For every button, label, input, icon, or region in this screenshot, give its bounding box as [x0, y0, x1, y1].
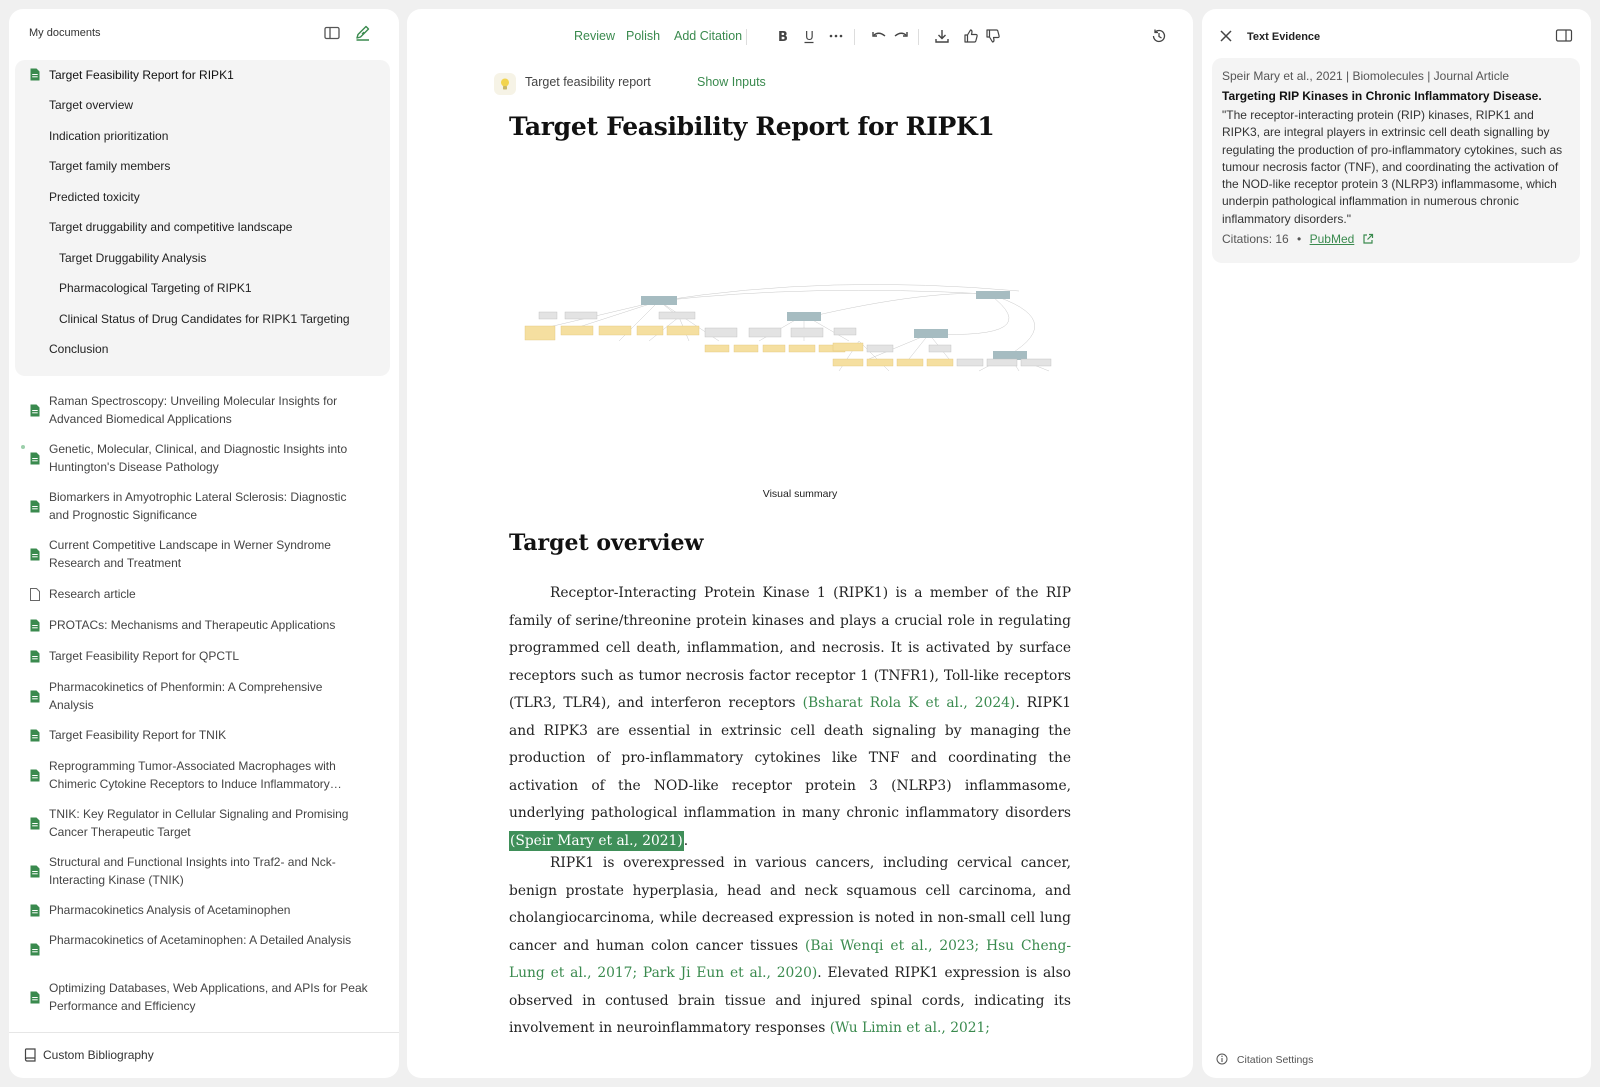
- document-list-item[interactable]: Reprogramming Tumor-Associated Macrophages with Chimeric Cytokine Receptors to Induce Inflammatory…: [49, 759, 342, 791]
- document-icon: [30, 500, 40, 513]
- document-icon: [30, 650, 40, 663]
- redo-icon[interactable]: [892, 27, 910, 45]
- sidebar-footer[interactable]: [9, 1032, 399, 1078]
- document-icon: [30, 904, 40, 917]
- paragraph[interactable]: [509, 850, 1071, 1043]
- editor-panel: [407, 9, 1193, 1078]
- unread-dot: [21, 445, 25, 449]
- thumbs-down-icon[interactable]: [984, 27, 1002, 45]
- evidence-card[interactable]: [1212, 58, 1580, 263]
- paragraph-text: RIPK1 is overexpressed in various cancers, including cervical cancer, benign prostate hyperplasia, head and neck squamous cell carcinoma, and cholangiocarcinoma, while decreased expression is noted in non-small cell lung cancer and human colon cancer tissues: [509, 855, 1071, 954]
- citation-link[interactable]: (Bai Wenqi et al., 2023; Hsu Cheng-Lung et al., 2017; Park Ji Eun et al., 2020): [509, 937, 1071, 981]
- evidence-panel: [1202, 9, 1591, 1078]
- paragraph[interactable]: [509, 580, 1071, 855]
- download-icon[interactable]: [933, 27, 951, 45]
- visual-summary-diagram[interactable]: [509, 279, 1071, 389]
- sidebar-header: [9, 9, 399, 55]
- outline-item[interactable]: Target Druggability Analysis: [59, 250, 207, 265]
- toolbar-divider: [854, 29, 855, 45]
- template-label: Target feasibility report: [525, 75, 651, 89]
- citation-link[interactable]: (Bsharat Rola K et al., 2024): [802, 695, 1016, 711]
- document-list-item[interactable]: Pharmacokinetics Analysis of Acetaminophen: [49, 903, 291, 917]
- document-list-item[interactable]: Pharmacokinetics of Phenformin: A Comprehensive Analysis: [49, 680, 323, 712]
- toggle-sidebar-icon[interactable]: [322, 23, 342, 43]
- separator-dot: •: [1297, 232, 1302, 247]
- document-icon: [30, 943, 40, 956]
- active-document-title[interactable]: Target Feasibility Report for RIPK1: [49, 68, 234, 82]
- thumbs-up-icon[interactable]: [962, 27, 980, 45]
- pubmed-link[interactable]: PubMed: [1309, 232, 1355, 247]
- citation-settings-link[interactable]: [1216, 1053, 1313, 1068]
- document-icon: [30, 588, 40, 601]
- document-icon: [30, 404, 40, 417]
- paragraph-text: . Elevated RIPK1 expression is also observed in contused brain tissue and injured spinal cords, indicating its involvement in neuroinflammatory responses: [509, 965, 1071, 1036]
- section-heading: Target overview: [509, 530, 704, 556]
- document-icon: [30, 548, 40, 561]
- toggle-panel-icon[interactable]: [1555, 28, 1573, 49]
- document-list-item[interactable]: Raman Spectroscopy: Unveiling Molecular Insights for Advanced Biomedical Applications: [49, 394, 338, 426]
- document-list-item[interactable]: Target Feasibility Report for QPCTL: [49, 649, 240, 663]
- paragraph-text: . RIPK1 and RIPK3 are essential in extrinsic cell death signaling by managing the production of pro-inflammatory cytokines like TNF and coordinating the activation of the NOD-like receptor protein 3 (NLRP3) inflammasome, underlying pathological inflammation in many chronic inflammatory disorders: [509, 695, 1071, 821]
- outline-item[interactable]: Pharmacological Targeting of RIPK1: [59, 281, 252, 295]
- document-icon: [30, 690, 40, 703]
- outline-item[interactable]: Target overview: [49, 98, 134, 112]
- lightbulb-icon: [494, 73, 516, 95]
- outline-item[interactable]: Target family members: [49, 159, 171, 173]
- document-list-item[interactable]: Optimizing Databases, Web Applications, and APIs for Peak Performance and Efficiency: [49, 981, 368, 1013]
- document-list-item[interactable]: TNIK: Key Regulator in Cellular Signaling and Promising Cancer Therapeutic Target: [49, 807, 349, 839]
- document-icon: [30, 817, 40, 830]
- document-icon: [30, 991, 40, 1004]
- review-button[interactable]: Review: [574, 29, 615, 43]
- outline-item[interactable]: Clinical Status of Drug Candidates for RIPK1 Targeting: [59, 311, 350, 326]
- close-icon[interactable]: [1218, 28, 1234, 49]
- paragraph-text: Receptor-Interacting Protein Kinase 1 (RIPK1) is a member of the RIP family of serine/threonine protein kinases and plays a crucial role in regulating programmed cell death, inflammation, and necrosis. It is activated by surface receptors such as tumor necrosis factor receptor 1 (TNFR1), Toll-like receptors (TLR3, TLR4), and interferon receptors: [509, 585, 1071, 711]
- new-document-icon[interactable]: [353, 23, 373, 43]
- more-options-icon[interactable]: [827, 27, 845, 45]
- evidence-meta: Speir Mary et al., 2021 | Biomolecules | Journal Article: [1222, 69, 1510, 83]
- documents-sidebar: [9, 9, 399, 1078]
- add-citation-button[interactable]: Add Citation: [674, 29, 743, 43]
- evidence-quote: "The receptor-interacting protein (RIP) kinases, RIPK1 and RIPK3, are integral players in extrinsic cell death signalling by regulating the production of pro-inflammatory cytokines, such as tumour necrosis factor (TNF), and coordinating the activation of the NOD-like receptor protein 3 (NLRP3) inflammasome, which underpin pathological inflammation in numerous chronic inflammatory disorders.": [1222, 108, 1563, 226]
- svg-text:U: U: [805, 29, 814, 43]
- evidence-title: Targeting RIP Kinases in Chronic Inflammatory Disease.: [1222, 89, 1542, 103]
- history-icon[interactable]: [1150, 27, 1168, 45]
- book-icon: [24, 1048, 37, 1067]
- citation-link[interactable]: (Wu Limin et al., 2021;: [829, 1020, 990, 1036]
- document-icon: [30, 729, 40, 742]
- toolbar-divider: [746, 29, 747, 45]
- evidence-footer: [1222, 232, 1570, 248]
- svg-text:B: B: [778, 30, 788, 45]
- external-link-icon[interactable]: [1362, 233, 1374, 248]
- bold-icon[interactable]: [773, 27, 791, 45]
- toolbar-divider: [918, 29, 919, 45]
- document-list-item[interactable]: Target Feasibility Report for TNIK: [49, 728, 227, 742]
- citation-settings-label: Citation Settings: [1236, 1054, 1314, 1066]
- document-icon: [30, 769, 40, 782]
- polish-button[interactable]: Polish: [626, 29, 661, 43]
- editor-toolbar: [407, 9, 1193, 65]
- citation-count: Citations: 16: [1222, 232, 1289, 247]
- document-list-item[interactable]: Research article: [49, 587, 136, 601]
- document-icon: [30, 68, 40, 81]
- active-document-outline: [15, 60, 390, 376]
- underline-icon[interactable]: [800, 27, 818, 45]
- evidence-panel-title: Text Evidence: [1247, 31, 1321, 43]
- figure-caption: Visual summary: [762, 488, 838, 500]
- outline-item[interactable]: Indication prioritization: [49, 128, 169, 143]
- custom-bibliography-button[interactable]: Custom Bibliography: [43, 1048, 154, 1062]
- document-list-item[interactable]: Biomarkers in Amyotrophic Lateral Sclerosis: Diagnostic and Prognostic Significance: [49, 490, 347, 522]
- document-title: Target Feasibility Report for RIPK1: [509, 112, 995, 141]
- document-icon: [30, 619, 40, 632]
- document-icon: [30, 865, 40, 878]
- document-icon: [30, 452, 40, 465]
- show-inputs-link[interactable]: Show Inputs: [697, 75, 766, 89]
- citation-link[interactable]: (Speir Mary et al., 2021): [510, 832, 683, 849]
- undo-icon[interactable]: [870, 27, 888, 45]
- outline-item[interactable]: Target druggability and competitive landscape: [49, 220, 293, 234]
- document-list-item[interactable]: Current Competitive Landscape in Werner Syndrome Research and Treatment: [49, 538, 331, 570]
- document-list-item[interactable]: Genetic, Molecular, Clinical, and Diagnostic Insights into Huntington's Disease Pathology: [49, 442, 348, 474]
- outline-item[interactable]: Conclusion: [49, 342, 109, 356]
- sidebar-title: My documents: [29, 27, 101, 39]
- info-icon: [1216, 1053, 1228, 1068]
- paragraph-text: .: [683, 832, 689, 849]
- document-list-item[interactable]: Pharmacokinetics of Acetaminophen: A Detailed Analysis: [49, 933, 352, 947]
- document-list-item[interactable]: PROTACs: Mechanisms and Therapeutic Applications: [49, 618, 336, 632]
- document-list-item[interactable]: Structural and Functional Insights into Traf2- and Nck-Interacting Kinase (TNIK): [49, 855, 336, 887]
- outline-item[interactable]: Predicted toxicity: [49, 189, 140, 204]
